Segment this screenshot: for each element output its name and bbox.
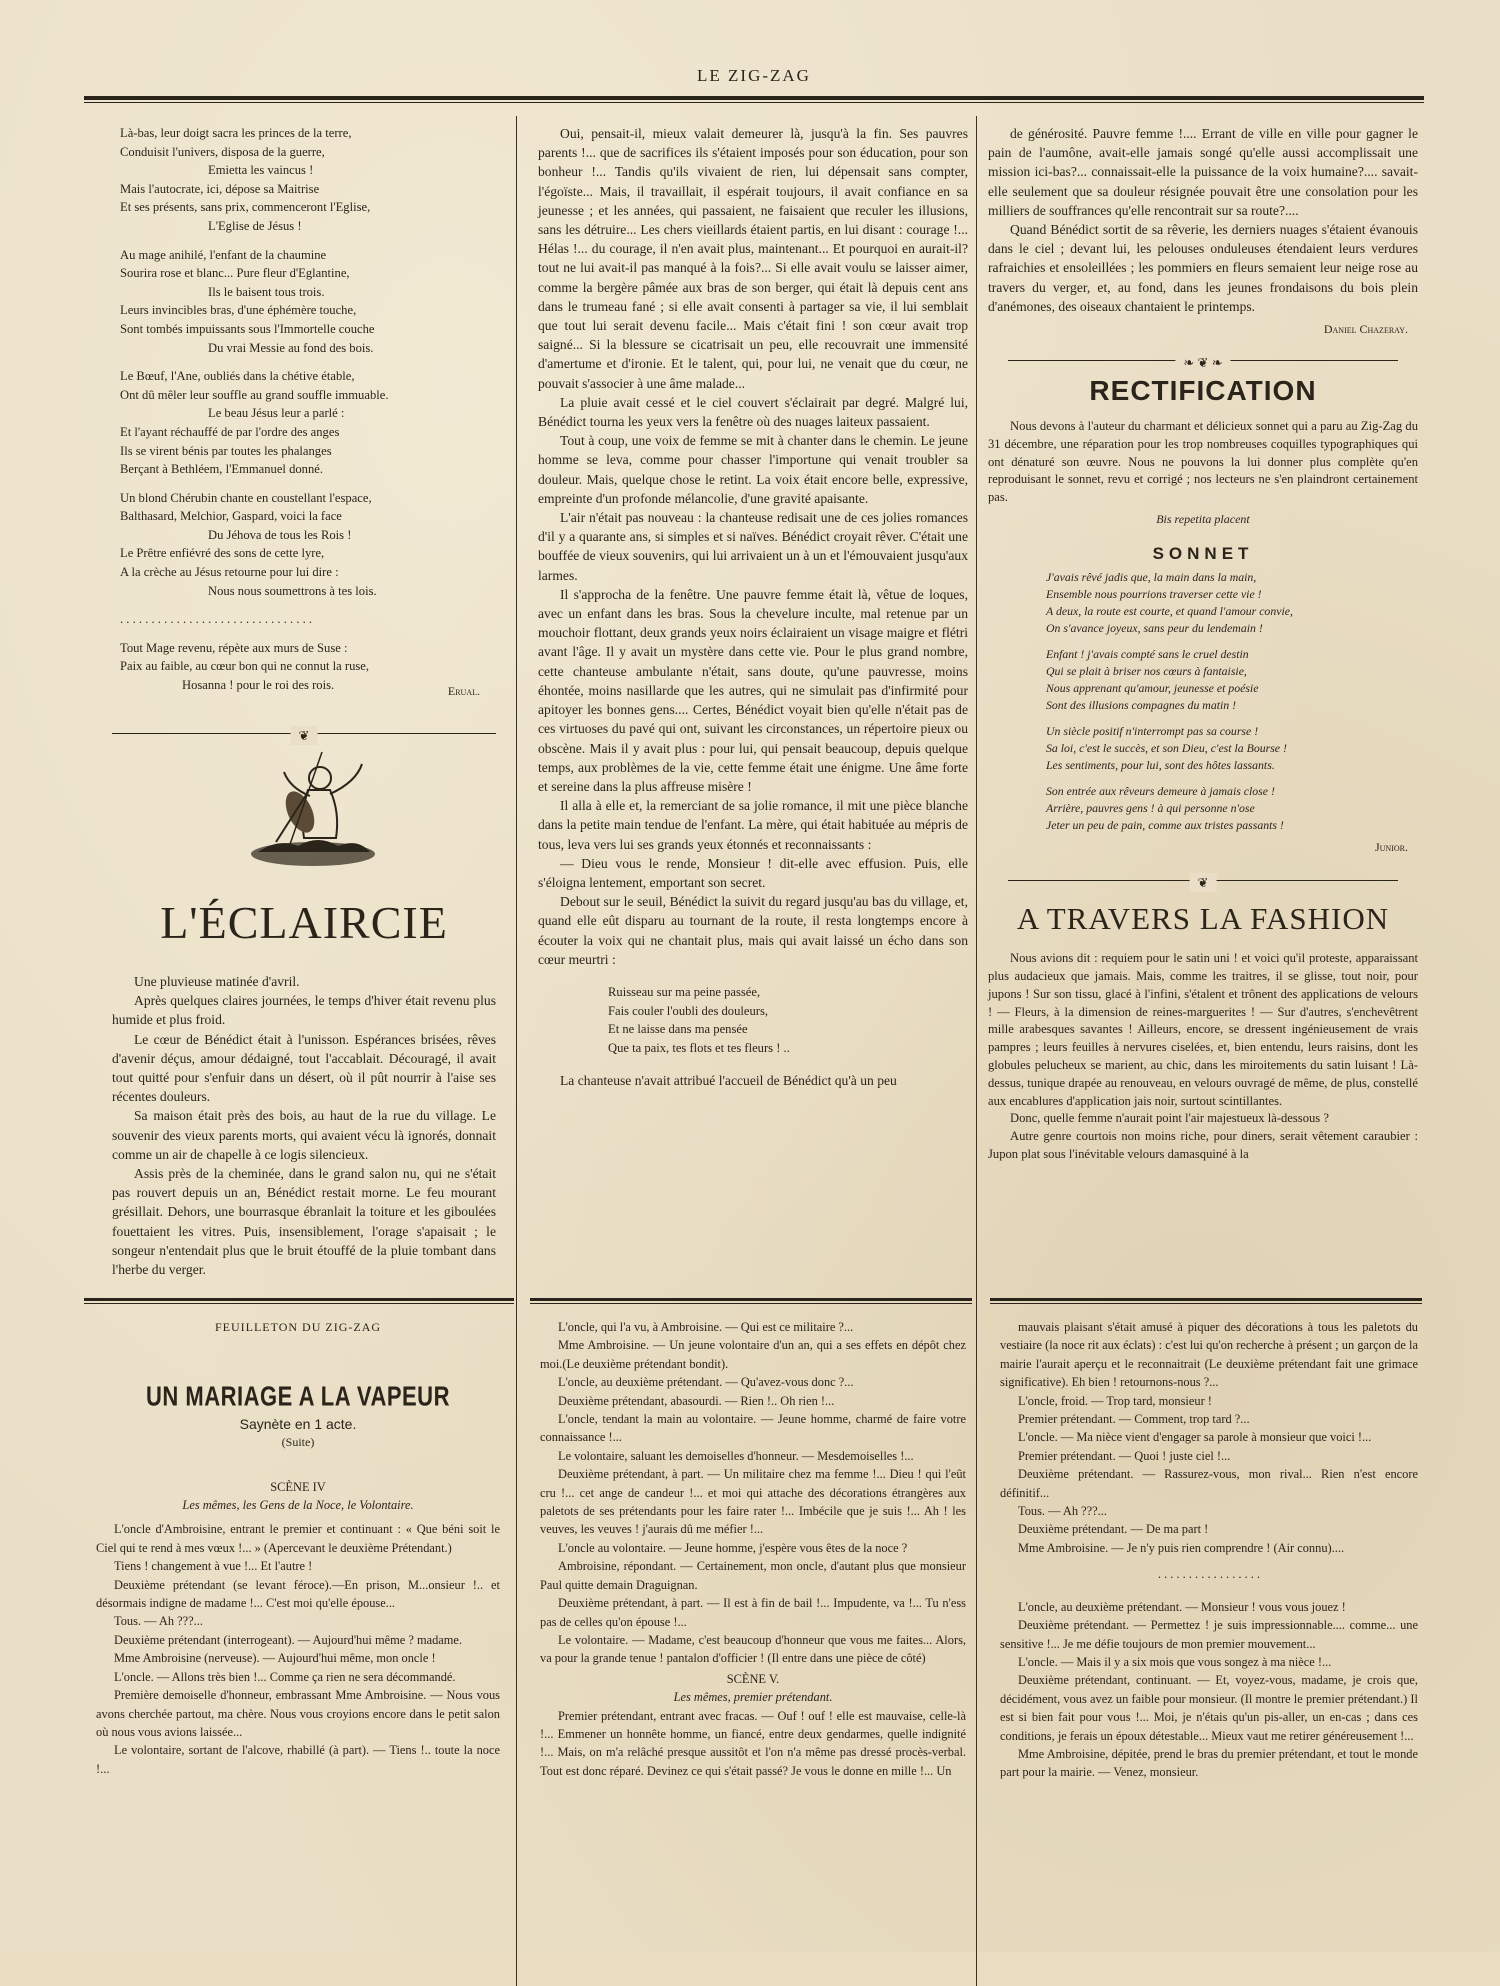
eclaircie-column-1 xyxy=(112,972,496,1279)
dialogue-line: L'oncle, qui l'a vu, à Ambroisine. — Qui est ce militaire ?... xyxy=(558,1320,854,1334)
dialogue-line: Première demoiselle d'honneur, embrassant Mme Ambroisine. — Nous vous avons cherchée partout, ma chère. Nous vous croyions encore dans le petit salon où nous vous avions laissée... xyxy=(96,1688,500,1739)
motto: Bis repetita placent xyxy=(1156,512,1250,527)
sonnet-line: Sa loi, c'est le succès, et son Dieu, c'est la Bourse ! xyxy=(1046,740,1287,755)
dialogue-line: Tiens ! changement à vue !... Et l'autre ! xyxy=(114,1559,313,1574)
rectification-body: Nous devons à l'auteur du charmant et délicieux sonnet qui a paru au Zig-Zag du 31 décembre, une réparation pour les trop nombreuses coquilles typographiques qui ont dénaturé son œuvre. Nous ne pouvons la lui donner plus complète qu'en reproduisant le sonnet, revu et corrigé ; nos lecteurs ne s'en plaindront certainement pas. xyxy=(988,419,1418,504)
poem-line: Le Prêtre enfiévré des sons de cette lyre, xyxy=(120,546,325,561)
poem-line: Nous nous soumettrons à tes lois. xyxy=(208,583,377,598)
poem-line: Ils le baisent tous trois. xyxy=(208,284,325,299)
fashion-body xyxy=(988,950,1418,1164)
cherub-cello-icon xyxy=(238,742,388,872)
scene-heading: SCÈNE V. xyxy=(726,1671,780,1686)
dialogue-line: Le volontaire. — Madame, c'est beaucoup d'honneur que vous me faites... Alors, va pour la grande tenue ! pantalon d'officier ! (Il entre dans une pièce de côté) xyxy=(540,1632,966,1666)
poem-line: Hosanna ! pour le roi des rois. xyxy=(182,678,335,693)
paragraph: Après quelques claires journées, le temps d'hiver était revenu plus humide et plus froid. xyxy=(112,993,496,1028)
section-divider xyxy=(1008,355,1398,371)
paragraph: Le cœur de Bénédict était à l'unisson. Espérances brisées, rêves d'avenir déçus, amour dédaigné, tout l'accablait. Découragé, il avait tout quitté pour s'enfuir dans un désert, où il pût nourrir à l'aise ses récentes douleurs. xyxy=(112,1031,496,1105)
dialogue-line: Deuxième prétendant. — De ma part ! xyxy=(1018,1522,1209,1537)
dialogue-line: L'oncle, tendant la main au volontaire. — Jeune homme, charmé de faire votre connaissance !... xyxy=(540,1412,966,1445)
paragraph: — Dieu vous le rende, Monsieur ! dit-elle avec effusion. Puis, elle s'éloigna lentement, emportant son secret. xyxy=(538,855,968,890)
poem-line: Tout Mage revenu, répète aux murs de Suse : xyxy=(120,640,348,655)
poem-column xyxy=(120,124,492,695)
dialogue-line: Deuxième prétendant, à part. — Un militaire chez ma femme !... Dieu ! qui l'eût cru !... cet ange de candeur !... et moi qui attache des décorations étrangères aux paletots de ses prétendants pour les faire rater !... Imbécile que je suis !... Ah ! les veuves, les veuves ! j'aurais dû me méfier !... xyxy=(540,1467,966,1537)
poem-line: Conduisit l'univers, disposa de la guerre, xyxy=(120,144,325,159)
feuilleton-rule xyxy=(530,1298,972,1304)
poem-line: Sont tombés impuissants sous l'Immortelle couche xyxy=(120,321,375,336)
sonnet-line: Qui se plait à briser nos cœurs à fantaisie, xyxy=(1046,663,1247,678)
poem-line: Balthasard, Melchior, Gaspard, voici la face xyxy=(120,509,342,524)
song-line: Que ta paix, tes flots et tes fleurs ! .. xyxy=(608,1040,790,1055)
poem-line: Le Bœuf, l'Ane, oubliés dans la chétive étable, xyxy=(120,369,355,384)
sonnet-line: Nous apprenant qu'amour, jeunesse et poésie xyxy=(1046,680,1259,695)
column-rule xyxy=(516,116,517,1986)
eclaircie-signature: Daniel Chazeray. xyxy=(1323,322,1408,337)
poem-line: Paix au faible, au cœur bon qui ne connut la ruse, xyxy=(120,659,370,674)
dialogue-line: mauvais plaisant s'était amusé à piquer des décorations à tous les paletots du vestiaire (la noce rit aux éclats) : c'est lui qu'on recherche à présent ; un garçon de la mairie l'aurait aperçu et le reconnaitrait (Le deuxième prétendant fait une grimace significative). Eh bien ! retournons-nous ?... xyxy=(1000,1320,1418,1390)
poem-line: Un blond Chérubin chante en coustellant l'espace, xyxy=(120,490,372,505)
dialogue-line: Le volontaire, sortant de l'alcove, rhabillé (à part). — Tiens !.. toute la noce !... xyxy=(96,1743,500,1776)
dialogue-line: L'oncle, froid. — Trop tard, monsieur ! xyxy=(1018,1393,1212,1408)
feuilleton-label: FEUILLETON DU ZIG-ZAG xyxy=(214,1320,382,1334)
rectification-title: RECTIFICATION xyxy=(1089,375,1317,407)
feuilleton-suite: (Suite) xyxy=(281,1435,315,1450)
dialogue-line: Mme Ambroisine (nerveuse). — Aujourd'hui même, mon oncle ! xyxy=(114,1651,436,1666)
poem-signature: Erual. xyxy=(447,684,480,698)
dialogue-line: Deuxième prétendant (interrogeant). — Aujourd'hui même ? madame. xyxy=(114,1632,463,1647)
feuilleton-column-3 xyxy=(1000,1318,1418,1782)
dialogue-line: L'oncle au volontaire. — Jeune homme, j'espère vous êtes de la noce ? xyxy=(558,1540,908,1555)
paragraph: Donc, quelle femme n'aurait point l'air majestueux là-dessous ? xyxy=(1010,1111,1329,1126)
poem-line: Berçant à Bethléem, l'Emmanuel donné. xyxy=(120,462,324,477)
dialogue-line: L'oncle, au deuxième prétendant. — Monsieur ! vous vous jouez ! xyxy=(1018,1599,1346,1614)
feuilleton-subtitle: Saynète en 1 acte. xyxy=(239,1415,357,1432)
poem-line: Ont dû mêler leur souffle au grand souffle immuable. xyxy=(120,387,389,402)
poem-line: A la crèche au Jésus retourne pour lui dire : xyxy=(120,565,339,580)
poem-line: Sourira rose et blanc... Pure fleur d'Eglantine, xyxy=(120,266,350,281)
section-divider xyxy=(1008,875,1398,891)
fashion-title: A TRAVERS LA FASHION xyxy=(1016,901,1390,937)
dialogue-line: Deuxième prétendant. — Rassurez-vous, mon rival... Rien n'est encore définitif... xyxy=(1000,1467,1418,1500)
paragraph: Il alla à elle et, la remerciant de sa jolie romance, il mit une pièce blanche dans la petite main tendue de l'enfant. La mère, qui était habituée au mépris de tous, leva vers lui ses grands yeux étonnés et reconnaissants : xyxy=(538,798,968,852)
poem-line: Emietta les vaincus ! xyxy=(208,163,314,178)
poem-line: Là-bas, leur doigt sacra les princes de la terre, xyxy=(120,126,352,140)
dialogue-line: Tous. — Ah ???... xyxy=(1018,1504,1107,1519)
poem-line: L'Eglise de Jésus ! xyxy=(208,218,302,233)
eclaircie-column-3 xyxy=(988,124,1418,1164)
poem-line: Et ses présents, sans prix, commenceront l'Eglise, xyxy=(120,200,371,215)
poem-line xyxy=(120,357,492,367)
dialogue-line: Deuxième prétendant (se levant féroce).—En prison, M...onsieur !.. et désormais indigne de madame !... C'est moi qu'elle épouse... xyxy=(96,1577,500,1611)
dialogue-line: Deuxième prétendant, à part. — Il est à fin de bail !... Impudente, va !... Tu n'ess pas de celles qu'on épouse !... xyxy=(540,1596,966,1629)
dialogue-line: Deuxième prétendant. — Permettez ! je suis impressionnable.... comme... une sensitive !... Je me défie toujours de mon premier mouvement... xyxy=(1000,1618,1418,1651)
fleuron-ornament-icon: ❦ xyxy=(1190,873,1217,892)
paragraph: L'air n'était pas nouveau : la chanteuse redisait une de ces jolies romances d'il y a quarante ans, si simples et si naïves. Bénédict croyait rêver. C'était une bouffée de vieux souvenirs, qui lui arrivaient un à un et l'émouvaient jusqu'aux larmes. xyxy=(538,510,968,583)
paragraph: Oui, pensait-il, mieux valait demeurer là, jusqu'à la fin. Ses pauvres parents !... que de sacrifices ils s'étaient imposés pour son éducation, pour son bonheur !... Tandis qu'ils vivaient de rien, lui dépensait sans compter, l'égoïste... Mais, il travaillait, il espérait toujours, il avait confiance en sa jeunesse ; et les années, qui passaient, ne faisaient que reculer les illusions, sans les détruire... Les chers vieillards étaient partis, en lui disant : courage !... Hélas !... du courage, il n'en avait plus, maintenant... Et pourquoi en aurait-il? tout ne lui avait-il pas manqué à la fois?... Si elle avait voulu se laisser aimer, comme la bergère pâmée aux bras de son berger, qui était là depuis cent ans dans le trumeau fané ; si elle avait consenti à partager sa vie, il lui semblait que tout lui serait devenu facile... Mais c'était fini ! son cœur avait trop saigné... Si la blessure se cicatrisait un peu, elle recouvrait une immensité d'amertume et d'ironie. Et le talent, qui, pour lui, ne venait que du cœur, ne pouvait s'associer à une âme malade... xyxy=(538,126,968,391)
paragraph: Nous avions dit : requiem pour le satin uni ! et voici qu'il proteste, apparaissant plus audacieux que jamais. Mais, comme les traitres, il se glisse, tout noir, pour jupons ! Sur son tissu, glacé à l'infini, s'étalent et trônent des applications de velours ! — Fleurs, à la dimension de reines-marguerites ! — Sur d'autres, s'enchevêtrent mille arabesques savantes ! Ailleurs, encore, se dressent ingénieusement de vrais pampres ; leurs feuilles à nervures ciselées, et, bien entendu, leurs raisins, dont les globules pelucheux se marient, au chic, dans les miroitements du satin luisant ! Là-dessus, tunique drapée au renouveau, en velours ouvragé de même, de plus, constellé aux encablures d'application jais noir, surtout scintillantes. xyxy=(988,951,1418,1108)
stanza-gap xyxy=(1046,637,1418,646)
dialogue-line: Mme Ambroisine. — Je n'y puis rien comprendre ! (Air connu).... xyxy=(1018,1540,1345,1555)
poem-line: Le beau Jésus leur a parlé : xyxy=(208,406,345,421)
dialogue-line: Premier prétendant. — Comment, trop tard ?... xyxy=(1018,1412,1250,1427)
paragraph: Une pluvieuse matinée d'avril. xyxy=(134,974,300,989)
sonnet-line: Les sentiments, pour lui, sont des hôtes lassants. xyxy=(1046,757,1275,772)
sonnet-line: Jeter un peu de pain, comme aux tristes passants ! xyxy=(1046,817,1284,832)
poem-line: Au mage anihilé, l'enfant de la chaumine xyxy=(120,247,327,262)
dialogue xyxy=(96,1520,500,1778)
stanza-gap xyxy=(1046,774,1418,783)
dialogue-line: Deuxième prétendant, continuant. — Et, voyez-vous, madame, je crois que, décidément, vous avez un faible pour monsieur. (Il montre le premier prétendant.) Il est si bien fait pour vous !... Moi, je n'étais qu'un pis-aller, un en-cas ; dans ces conditions, je ferais un époux détestable... Mieux vaut me retirer généreusement !... xyxy=(1000,1673,1418,1743)
song-quote xyxy=(608,983,968,1057)
paragraph: Quand Bénédict sortit de sa rêverie, les derniers nuages s'étaient évanouis dans le ciel ; devant lui, les pelouses onduleuses étendaient leurs verdures rafraichies et ensoleillées ; les pommiers en fleurs semaient leur neige rose au travers du verger, et, au fond, dans les jeunes frondaisons du bois plein d'anémones, des oiseaux chantaient le printemps. xyxy=(988,222,1418,314)
sonnet-line: Un siècle positif n'interrompt pas sa course ! xyxy=(1046,723,1259,738)
dialogue-line: Le volontaire, saluant les demoiselles d'honneur. — Mesdemoiselles !... xyxy=(558,1448,914,1463)
paragraph: Tout à coup, une voix de femme se mit à chanter dans le chemin. Le jeune homme se leva, comme pour chasser l'importune qui venait troubler sa douleur. Mais, quelque chose le retint. La voix était encore belle, expressive, empreinte d'un profonde mélancolie, d'une gravité apaisante. xyxy=(538,433,968,506)
dialogue-line: Deuxième prétendant, abasourdi. — Rien !.. Oh rien !... xyxy=(558,1393,835,1408)
feuilleton-column-1 xyxy=(96,1318,500,1778)
paragraph: de générosité. Pauvre femme !.... Errant de ville en ville pour gagner le pain de l'aumône, avait-elle jamais songé qu'elle aussi accomplissait une mission ici-bas?... connaissait-elle la puissance de la voix humaine?.... savait-elle seulement que sa douleur résignée pouvait être une consolation pour les milliers de souffrances qu'elle rencontrait sur sa route?.... xyxy=(988,126,1418,218)
feuilleton-rule xyxy=(990,1298,1422,1304)
poem-line: Et l'ayant réchauffé de par l'ordre des anges xyxy=(120,424,340,439)
poem-line xyxy=(120,479,492,489)
dialogue-line: L'oncle. — Mais il y a six mois que vous songez à ma nièce !... xyxy=(1018,1654,1332,1669)
sonnet-line: J'avais rêvé jadis que, la main dans la main, xyxy=(1046,569,1257,584)
paragraph: Sa maison était près des bois, au haut de la rue du village. Le souvenir des vieux parents morts, qui avaient vécu là ignorés, donnait comme un air de chapelle à ce logis silencieux. xyxy=(112,1108,496,1162)
paragraph: Debout sur le seuil, Bénédict la suivit du regard jusqu'au bas du village, et, quand elle eût disparu au tournant de la route, il resta longtemps encore à écouter la voix qui ne chantait plus, mais qui avait laissé un écho dans son cœur meurtri : xyxy=(538,894,968,967)
stanza-gap xyxy=(1046,714,1418,723)
sonnet-line: Son entrée aux rêveurs demeure à jamais close ! xyxy=(1046,783,1275,798)
dialogue-line: Premier prétendant, entrant avec fracas. — Ouf ! ouf ! elle est mauvaise, celle-là !... Emmener un honnête homme, un fiancé, entre deux gendarmes, quelle indignité !... Mais, on m'a relâché presque aussitôt et l'on n'a même pas dressé procès-verbal. Tout est donc réparé. Devinez ce qui s'était passé? Je vous le donne en mille !... Un xyxy=(540,1708,966,1778)
dialogue-line: Tous. — Ah ???... xyxy=(114,1614,203,1629)
poem-line xyxy=(120,236,492,246)
paragraph: Il s'approcha de la fenêtre. Une pauvre femme était là, vêtue de loques, avec un enfant dans les bras. Sous la chevelure inculte, mal retenue par un mouchoir flottant, deux grands yeux noirs éclairaient un visage maigre et flétri avant l'âge. Il y avait un mystère dans cette vie. Pour le plus grand nombre, cette chanteuse ambulante n'était, sans doute, qu'une pauvresse, moins éhontée, moins nasillarde que les autres, qui ne simulait pas d'infirmité pour apitoyer les bonnes gens.... Certes, Bénédict voyait bien qu'elle n'était pas de ces virtuoses du pavé qui ont, suivant les circonstances, un répertoire pieux ou obscène. Mais il y avait plus : pour lui, qui pensait beaucoup, depuis quelque temps, aux problèmes de la vie, cette femme était une énigme. Une âme forte et sereine dans la plus affreuse misère ! xyxy=(538,586,968,794)
poem-line: Leurs invincibles bras, d'une éphémère touche, xyxy=(120,303,357,318)
sonnet-line: On s'avance joyeux, sans peur du lendemain ! xyxy=(1046,620,1263,635)
masthead-title: LE ZIG-ZAG xyxy=(697,66,811,85)
sonnet-body xyxy=(988,569,1418,834)
sonnet-line: Sont des illusions compagnes du matin ! xyxy=(1046,697,1237,712)
fleuron-ornament-icon: ❧ ❦ ❧ xyxy=(1175,353,1230,372)
feuilleton-title: UN MARIAGE A LA VAPEUR xyxy=(146,1381,450,1413)
song-line: Ruisseau sur ma peine passée, xyxy=(608,984,761,999)
sonnet-line: Ensemble nous pourrions traverser cette vie ! xyxy=(1046,586,1262,601)
poem-line: Ils se virent bénis par toutes les phalanges xyxy=(120,443,332,458)
scene-description: Les mêmes, premier prétendant. xyxy=(673,1690,833,1705)
sonnet-line: Arrière, pauvres gens ! à qui personne n'ose xyxy=(1046,800,1255,815)
dialogue-line: L'oncle. — Allons très bien !... Comme ça rien ne sera décommandé. xyxy=(114,1669,456,1684)
song-line: Fais couler l'oubli des douleurs, xyxy=(608,1003,769,1018)
sonnet-line: A deux, la route est courte, et quand l'amour convie, xyxy=(1046,603,1293,618)
eclaircie-column-2 xyxy=(538,124,968,1091)
poem-line: Mais l'autocrate, ici, dépose sa Maitrise xyxy=(120,181,320,196)
dialogue-line: . . . . . . . . . . . . . . . . . xyxy=(1157,1567,1261,1582)
column-rule xyxy=(976,116,977,1986)
scene-heading: SCÈNE IV xyxy=(270,1479,326,1494)
scene-description: Les mêmes, les Gens de la Noce, le Volontaire. xyxy=(182,1498,414,1513)
masthead-rule xyxy=(84,96,1424,103)
dialogue-line: L'oncle, au deuxième prétendant. — Qu'avez-vous donc ?... xyxy=(558,1375,854,1390)
poem-line: Du Jéhova de tous les Rois ! xyxy=(208,527,352,542)
dialogue-line: L'oncle d'Ambroisine, entrant le premier et continuant : « Que béni soit le Ciel qui te rend à mes vœux !... » (Apercevant le deuxième Prétendant.) xyxy=(96,1522,500,1555)
paragraph: Assis près de la cheminée, dans le grand salon nu, qui ne s'était pas rouvert depuis un an, Bénédict restait morne. Le feu mourant grésillait. Dehors, une bourrasque ébranlait la toiture et les giboulées fouettaient les vitres. Puis, insensiblement, l'orage s'apaisait ; le songeur n'entendait plus que le bruit étouffé de la pluie tombant dans l'herbe du verger. xyxy=(112,1166,496,1278)
dialogue-line: Ambroisine, répondant. — Certainement, mon oncle, d'autant plus que monsieur Paul quitte demain Draguignan. xyxy=(540,1559,966,1592)
eclaircie-title: L'ÉCLAIRCIE xyxy=(160,897,448,948)
feuilleton-rule xyxy=(84,1298,514,1304)
paragraph: La pluie avait cessé et le ciel couvert s'éclairait par degré. Malgré lui, Bénédict tourna les yeux vers la fenêtre où des nuages laiteux passaient. xyxy=(538,394,968,430)
fleuron-ornament-icon: ❦ xyxy=(291,726,318,745)
paragraph: Autre genre courtois non moins riche, pour diners, serait vêtement caraubier : Jupon plat sous l'inévitable velours damasquiné à la xyxy=(988,1129,1418,1161)
dialogue-line: Mme Ambroisine, dépitée, prend le bras du premier prétendant, et tout le monde part pour la mairie. — Venez, monsieur. xyxy=(1000,1746,1418,1780)
dialogue-line: L'oncle. — Ma nièce vient d'engager sa parole à monsieur que voici !... xyxy=(1018,1430,1372,1445)
sonnet-line: Enfant ! j'avais compté sans le cruel destin xyxy=(1046,646,1249,661)
song-line: Et ne laisse dans ma pensée xyxy=(608,1022,748,1037)
poem-line: Du vrai Messie au fond des bois. xyxy=(208,340,374,355)
poem-line: . . . . . . . . . . . . . . . . . . . . . . . . . . . . . . . xyxy=(120,612,313,627)
dialogue-line: Premier prétendant. — Quoi ! juste ciel !... xyxy=(1018,1448,1231,1463)
sonnet-signature: Junior. xyxy=(1374,839,1408,854)
dialogue-line: Mme Ambroisine. — Un jeune volontaire d'un an, qui a ses effets en dépôt chez moi.(Le deuxième prétendant bondit). xyxy=(540,1338,966,1371)
poem-line xyxy=(120,600,492,610)
poem-line xyxy=(120,629,492,639)
feuilleton-column-2 xyxy=(540,1318,966,1780)
paragraph: La chanteuse n'avait attribué l'accueil de Bénédict qu'à un peu xyxy=(560,1073,897,1089)
sonnet-title: SONNET xyxy=(1152,543,1254,563)
